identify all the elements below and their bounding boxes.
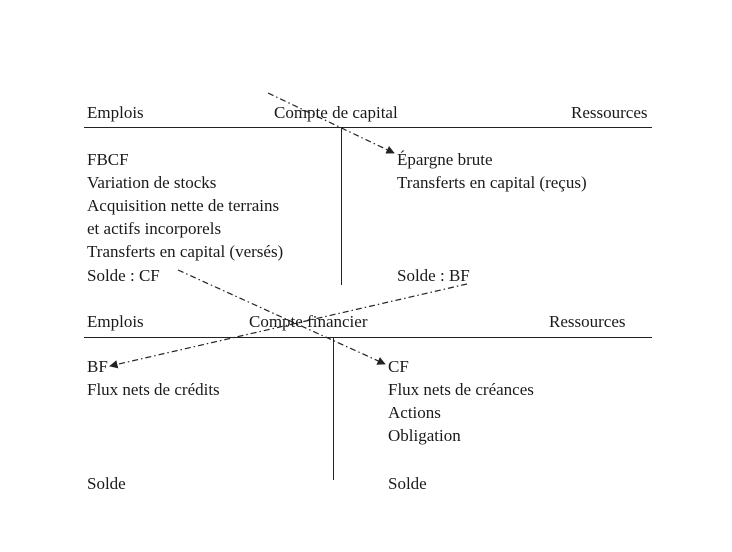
capital-use-item: Acquisition nette de terrains	[87, 196, 280, 215]
financial-resources-balance: Solde	[388, 474, 427, 493]
financial-resource-item: CF	[388, 357, 409, 376]
capital-use-item: Transferts en capital (versés)	[87, 242, 284, 261]
financial-resources-header: Ressources	[549, 312, 626, 331]
financial-resource-item: Flux nets de créances	[388, 380, 534, 399]
capital-use-item: et actifs incorporels	[87, 219, 222, 238]
financial-resource-item: Actions	[388, 403, 441, 422]
financial-use-item: BF	[87, 357, 108, 376]
cf-flow-arrow	[178, 270, 385, 364]
financial-uses-header: Emplois	[87, 312, 144, 331]
capital-resources-header: Ressources	[571, 103, 648, 122]
capital-resource-item: Transferts en capital (reçus)	[397, 173, 587, 192]
capital-resources-balance: Solde : BF	[397, 266, 470, 285]
financial-account-title: Compte financier	[249, 312, 368, 331]
capital-uses-header: Emplois	[87, 103, 144, 122]
bf-flow-arrow	[110, 284, 467, 366]
capital-use-item: FBCF	[87, 150, 129, 169]
capital-uses-balance: Solde : CF	[87, 266, 160, 285]
capital-account-title: Compte de capital	[274, 103, 398, 122]
capital-use-item: Variation de stocks	[87, 173, 217, 192]
capital-resource-item: Épargne brute	[397, 150, 493, 169]
financial-use-item: Flux nets de crédits	[87, 380, 220, 399]
financial-resource-item: Obligation	[388, 426, 461, 445]
savings-flow-arrow	[268, 93, 394, 153]
financial-uses-balance: Solde	[87, 474, 126, 493]
